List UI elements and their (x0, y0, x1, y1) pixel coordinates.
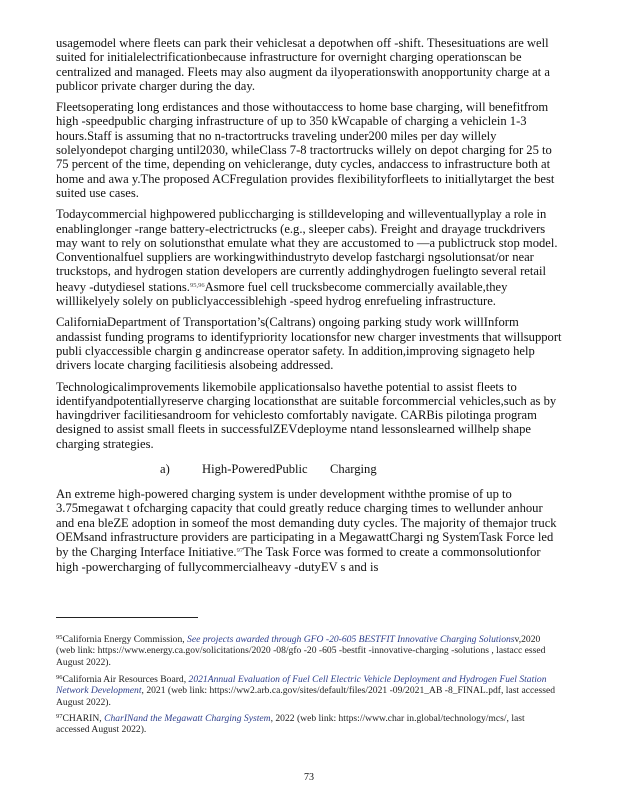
paragraph-6-text-a: An extreme high-powered charging system is under development withthe promise of up to 3.75megawat t ofcharging capacity that could greatly reduce charging times to wellunder anhour and ena bleZE adoption in someof the most demanding duty cycles. The majority of themajor truck OEMsand infrastructure providers are participating in a MegawattChargi ng SystemTask Force led by the Charging Interface Initiative. (56, 487, 557, 560)
paragraph-6 (56, 487, 562, 574)
paragraph-5: Technologicalimprovements likemobile applicationsalso havethe potential to assist fleets to identifyandpotentiallyreserve charging locationsthat are suitable forcommercial vehicles,such as by havingdriver facilitiesandroom for vehiclesto comfortably navigate. CARBis pilotinga program designed to assist small fleets in successfulZEVdeployme ntand lessonslearned willhelp shape charging strategies. (56, 379, 557, 451)
footnote-ref-95-96: 95,96 (189, 281, 205, 289)
paragraph-1: usagemodel where fleets can park their vehiclesat a depotwhen off -shift. Thesesituations are well suited for initialelectrificationbecause infrastructure for overnight charging operationscan be centralized and managed. Fleets may also augment da ilyoperationswith anopportunity charge at a publicor private charger during the day. (56, 36, 550, 93)
heading-part-2: Charging (330, 462, 377, 477)
footnote-96 (56, 672, 556, 708)
footnote-org: CHARIN, (62, 713, 102, 724)
paragraph-3-text-b: Asmore fuel cell trucksbecome commercially available,they willlikelyely solely on publiclyaccessiblehigh -speed hydrog enrefueling infrastructure. (56, 279, 508, 309)
section-heading (56, 462, 562, 476)
paragraph-3 (56, 207, 562, 308)
footnote-number: 95 (56, 634, 63, 641)
footnote-95 (56, 632, 556, 668)
paragraph-2: Fleetsoperating long erdistances and those withoutaccess to home base charging, will benefitfrom high -speedpublic charging infrastructure of up to 350 kWcapable of charging a vehiclein 1-3 hours.Staff is assuming that no n-tractortrucks traveling under200 miles per day willely solelyondepot charging until2030, whileClass 7-8 tractortrucks willely on depot charging for 25 to 75 percent of the time, depending on vehiclerange, duty cycles, andaccess to infrastructure both at home and awa y.The proposed ACFregulation provides flexibilityforfleets to initiallytarget the best suited use cases. (56, 100, 555, 200)
footnote-ref-97: 97 (236, 547, 244, 555)
footnote-number: 96 (56, 674, 63, 681)
footnote-org: California Energy Commission, (62, 634, 185, 645)
footnote-number: 97 (56, 713, 63, 720)
heading-letter: a) (160, 462, 170, 477)
footnote-details: v,2020 (web link: https://www.energy.ca.gov/solicitations/2020 -08/gfo -20 -605 -bestfit -innovative-charging -solutions , lastacc essed August 2022). (56, 634, 546, 668)
heading-part-1: High-PoweredPublic (202, 462, 308, 477)
footnote-details: , 2022 (web link: https://www.char in.global/technology/mcs/, last accessed August 2022). (56, 713, 525, 736)
document-body (56, 36, 562, 581)
paragraph-3-text-a: Todaycommercial highpowered publiccharging is stilldeveloping and willeventuallyplay a role in enablinglonger -range battery-electrictrucks (e.g., sleeper cabs). Freight and drayage truckdrivers may want to rely on solutionsthat emulate what they are accustomed to —a publictruck stop model. Conventionalfuel suppliers are workingwithindustryto develop fastchargi ngsolutionsat/or near truckstops, and hydrogen station developers are currently addinghydrogen fuelingto several retail heavy -dutydiesel stations. (56, 207, 558, 294)
footnote-title-link[interactable]: See projects awarded through GFO -20-605 BESTFIT Innovative Charging Solutions (187, 634, 515, 645)
footnote-divider (56, 617, 198, 618)
footnote-details: , 2021 (web link: https://ww2.arb.ca.gov/sites/default/files/2021 -09/2021_AB -8_FINAL.pdf, last accessed August 2022). (56, 685, 556, 708)
paragraph-4: CaliforniaDepartment of Transportation’s(Caltrans) ongoing parking study work willInform andassist funding programs to identifypriority locationsfor new charger investments that willsupport publi clyaccessible chargin g andincrease operator safety. In addition,improving signageto help drivers locate charging facilitiesis alsobeing addressed. (56, 315, 562, 373)
footnote-title-link[interactable]: CharINand the Megawatt Charging System (104, 713, 271, 724)
footnote-title-link[interactable]: 2021Annual Evaluation of Fuel Cell Electric Vehicle Deployment and Hydrogen Fuel Station Network Development (56, 674, 547, 697)
paragraph-6-text-b: The Task Force was formed to create a commonsolutionfor high -powercharging of fullycommercialheavy -dutyEV s and is (56, 545, 541, 574)
footnote-97 (56, 711, 556, 736)
footnote-org: California Air Resources Board, (62, 674, 187, 685)
page-number: 73 (304, 772, 314, 783)
